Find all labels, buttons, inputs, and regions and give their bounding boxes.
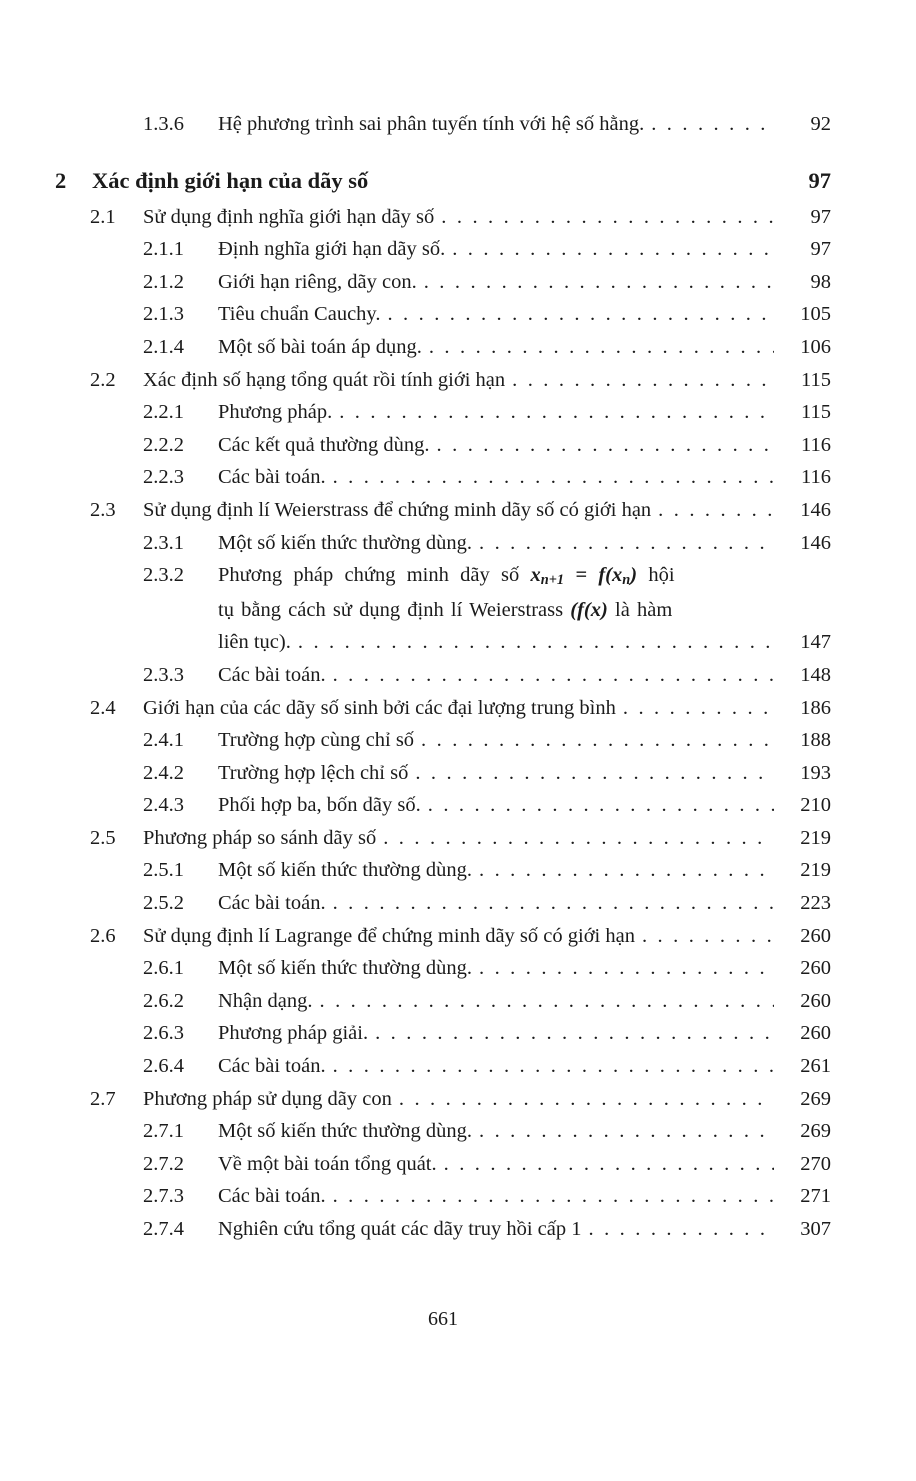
entry-number: 2.5 xyxy=(90,826,116,849)
entry-page-number: 147 xyxy=(800,631,831,654)
math-subscript: n xyxy=(622,572,631,589)
dot-leader xyxy=(623,692,774,725)
dot-leader xyxy=(479,1115,774,1148)
toc-entry xyxy=(55,108,831,141)
entry-page-number: 223 xyxy=(800,892,831,915)
dot-leader xyxy=(320,985,774,1018)
entry-page-number: 269 xyxy=(800,1120,831,1143)
entry-page-number: 97 xyxy=(808,167,831,193)
entry-number: 2.4.2 xyxy=(143,761,184,784)
entry-number: 2.3.2 xyxy=(143,564,184,587)
entry-title: Sử dụng định lí Lagrange để chứng minh dãy số có giới hạn xyxy=(143,924,635,947)
entry-title: Về một bài toán tổng quát. xyxy=(218,1152,437,1175)
entry-page-number: 260 xyxy=(800,924,831,947)
toc-entry xyxy=(55,1017,831,1050)
dot-leader xyxy=(333,887,774,920)
entry-page-number: 115 xyxy=(801,368,831,391)
entry-title: Các kết quả thường dùng. xyxy=(218,433,430,456)
entry-title: Nhận dạng. xyxy=(218,989,313,1012)
entry-title: Các bài toán. xyxy=(218,663,326,686)
toc-chapter-heading xyxy=(55,163,831,199)
toc-entry xyxy=(55,527,831,560)
entry-number: 2.7.4 xyxy=(143,1218,184,1240)
entry-number: 2.2.3 xyxy=(143,466,184,489)
entry-page-number: 307 xyxy=(800,1218,831,1240)
entry-number: 2.4.1 xyxy=(143,729,184,752)
math-text: = f(x xyxy=(564,564,623,587)
entry-page-number: 186 xyxy=(800,696,831,719)
math-text: (f(x) xyxy=(570,598,608,621)
entry-title: Xác định giới hạn của dãy số xyxy=(92,167,369,193)
entry-title: Xác định số hạng tổng quát rồi tính giới hạn xyxy=(143,368,506,391)
math-text: ) xyxy=(630,564,638,587)
entry-page-number: 260 xyxy=(800,957,831,980)
footer-page-number: 661 xyxy=(428,1308,458,1330)
entry-title: Nghiên cứu tổng quát các dãy truy hồi cấp 1 xyxy=(218,1218,582,1240)
dot-leader xyxy=(428,789,774,822)
entry-number: 2.1.4 xyxy=(143,335,184,358)
entry-number: 2.2 xyxy=(90,368,116,391)
dot-leader xyxy=(424,266,774,299)
entry-title: Một số kiến thức thường dùng. xyxy=(218,957,472,980)
dot-leader xyxy=(421,724,774,757)
toc-entry xyxy=(55,920,831,953)
entry-number: 2.3.1 xyxy=(143,531,184,554)
dot-leader xyxy=(589,1213,775,1246)
toc-entry xyxy=(55,201,831,234)
toc-entry xyxy=(55,266,831,299)
dot-leader xyxy=(333,461,774,494)
table-of-contents xyxy=(55,108,831,1246)
entry-title: Các bài toán. xyxy=(218,466,326,489)
toc-entry xyxy=(55,822,831,855)
entry-number: 2.7 xyxy=(90,1087,116,1110)
entry-title-line xyxy=(218,559,831,594)
dot-leader xyxy=(399,1083,774,1116)
page-footer xyxy=(55,1308,831,1331)
toc-entry xyxy=(55,396,831,429)
toc-entry xyxy=(55,233,831,266)
dot-leader xyxy=(333,1180,774,1213)
entry-title: Một số bài toán áp dụng. xyxy=(218,335,422,358)
toc-entry xyxy=(55,887,831,920)
dot-leader xyxy=(437,429,774,462)
entry-title: Hệ phương trình sai phân tuyến tính với hệ số hằng. xyxy=(218,113,645,135)
entry-page-number: 92 xyxy=(810,113,831,135)
toc-entries xyxy=(55,108,831,1246)
toc-entry xyxy=(55,952,831,985)
dot-leader xyxy=(375,1017,774,1050)
dot-leader xyxy=(452,233,774,266)
toc-entry xyxy=(55,659,831,692)
entry-number: 2.2.2 xyxy=(143,433,184,456)
entry-title: Tiêu chuẩn Cauchy. xyxy=(218,303,381,326)
entry-title: Giới hạn riêng, dãy con. xyxy=(218,270,417,293)
entry-page-number: 116 xyxy=(801,466,831,489)
dot-leader xyxy=(512,364,774,397)
entry-title: Sử dụng định nghĩa giới hạn dãy số xyxy=(143,205,435,228)
entry-page-number: 146 xyxy=(800,531,831,554)
entry-title: Một số kiến thức thường dùng. xyxy=(218,1120,472,1143)
entry-number: 2.2.1 xyxy=(143,401,184,424)
toc-entry xyxy=(55,692,831,725)
toc-entry xyxy=(55,298,831,331)
entry-page-number: 97 xyxy=(810,238,831,261)
toc-entry xyxy=(55,789,831,822)
entry-title: Một số kiến thức thường dùng. xyxy=(218,531,472,554)
entry-title: Giới hạn của các dãy số sinh bởi các đại lượng trung bình xyxy=(143,696,616,719)
entry-page-number: 116 xyxy=(801,433,831,456)
entry-title: Các bài toán. xyxy=(218,1185,326,1208)
entry-number: 2.1.3 xyxy=(143,303,184,326)
entry-number: 2.6.4 xyxy=(143,1055,184,1078)
dot-leader xyxy=(658,494,774,527)
toc-entry xyxy=(55,757,831,790)
entry-title: Phương pháp. xyxy=(218,401,333,424)
entry-page-number: 219 xyxy=(800,826,831,849)
entry-page-number: 260 xyxy=(800,1022,831,1045)
toc-entry xyxy=(55,331,831,364)
dot-leader xyxy=(441,201,774,234)
entry-number: 1.3.6 xyxy=(143,113,184,135)
entry-page-number: 105 xyxy=(800,303,831,326)
entry-page-number: 106 xyxy=(800,335,831,358)
dot-leader xyxy=(333,659,774,692)
toc-entry xyxy=(55,364,831,397)
entry-number: 2.7.3 xyxy=(143,1185,184,1208)
entry-title: Phương pháp so sánh dãy số xyxy=(143,826,377,849)
toc-entry xyxy=(55,1213,831,1246)
title-text: liên tục). xyxy=(218,631,291,654)
entry-title-line xyxy=(218,594,831,627)
title-text: là hàm xyxy=(607,598,673,621)
entry-number: 2.4 xyxy=(90,696,116,719)
dot-leader xyxy=(642,920,774,953)
entry-title: Phương pháp giải. xyxy=(218,1022,369,1045)
entry-number: 2.5.2 xyxy=(143,892,184,915)
entry-number: 2.1 xyxy=(90,205,116,228)
entry-title xyxy=(218,559,831,659)
entry-number: 2.1.1 xyxy=(143,238,184,261)
entry-number: 2.7.1 xyxy=(143,1120,184,1143)
entry-title: Trường hợp lệch chỉ số xyxy=(218,761,409,784)
dot-leader xyxy=(298,626,774,659)
math-text: x xyxy=(530,564,541,587)
toc-entry xyxy=(55,724,831,757)
toc-entry xyxy=(55,461,831,494)
toc-entry xyxy=(55,429,831,462)
entry-title: Các bài toán. xyxy=(218,1055,326,1078)
entry-number: 2.6.3 xyxy=(143,1022,184,1045)
entry-page-number: 210 xyxy=(800,794,831,817)
entry-number: 2.7.2 xyxy=(143,1152,184,1175)
entry-page-number: 219 xyxy=(800,859,831,882)
entry-page-number: 188 xyxy=(800,729,831,752)
toc-entry xyxy=(55,985,831,1018)
entry-number: 2.3.3 xyxy=(143,663,184,686)
entry-page-number: 271 xyxy=(800,1185,831,1208)
entry-title: Phối hợp ba, bốn dãy số. xyxy=(218,794,421,817)
entry-page-number: 193 xyxy=(800,761,831,784)
entry-page-number: 148 xyxy=(800,663,831,686)
entry-number: 2.5.1 xyxy=(143,859,184,882)
entry-page-number: 146 xyxy=(800,498,831,521)
entry-page-number: 97 xyxy=(810,205,831,228)
entry-title: Phương pháp sử dụng dãy con xyxy=(143,1087,392,1110)
dot-leader xyxy=(387,298,774,331)
entry-title: Các bài toán. xyxy=(218,892,326,915)
toc-entry xyxy=(55,854,831,887)
entry-title: Sử dụng định lí Weierstrass để chứng minh dãy số có giới hạn xyxy=(143,498,652,521)
dot-leader xyxy=(429,331,774,364)
toc-entry xyxy=(55,1148,831,1181)
entry-page-number: 115 xyxy=(801,401,831,424)
title-text: tụ bằng cách sử dụng định lí Weierstrass xyxy=(218,598,571,621)
dot-leader xyxy=(479,527,774,560)
toc-entry xyxy=(55,1180,831,1213)
title-text: Phương pháp chứng minh dãy số xyxy=(218,564,531,587)
toc-entry xyxy=(55,559,831,659)
dot-leader xyxy=(479,952,774,985)
entry-number: 2.4.3 xyxy=(143,794,184,817)
entry-page-number: 260 xyxy=(800,989,831,1012)
math-subscript: n+1 xyxy=(540,572,565,589)
toc-entry xyxy=(55,494,831,527)
entry-number: 2.3 xyxy=(90,498,116,521)
entry-title: Một số kiến thức thường dùng. xyxy=(218,859,472,882)
dot-leader xyxy=(415,757,774,790)
entry-title: Trường hợp cùng chỉ số xyxy=(218,729,415,752)
toc-entry xyxy=(55,1050,831,1083)
entry-number: 2 xyxy=(55,167,67,193)
dot-leader xyxy=(333,1050,774,1083)
entry-number: 2.6.2 xyxy=(143,989,184,1012)
dot-leader xyxy=(651,108,774,141)
entry-page-number: 269 xyxy=(800,1087,831,1110)
entry-page-number: 261 xyxy=(800,1055,831,1078)
toc-entry xyxy=(55,1115,831,1148)
entry-page-number: 270 xyxy=(800,1152,831,1175)
dot-leader xyxy=(444,1148,774,1181)
entry-title-line xyxy=(218,626,831,659)
dot-leader xyxy=(479,854,774,887)
dot-leader xyxy=(383,822,774,855)
dot-leader xyxy=(339,396,774,429)
title-text: hội xyxy=(637,564,675,587)
entry-number: 2.6 xyxy=(90,924,116,947)
toc-entry xyxy=(55,1083,831,1116)
entry-page-number: 98 xyxy=(810,270,831,293)
entry-number: 2.6.1 xyxy=(143,957,184,980)
entry-number: 2.1.2 xyxy=(143,270,184,293)
entry-title: Định nghĩa giới hạn dãy số. xyxy=(218,238,446,261)
